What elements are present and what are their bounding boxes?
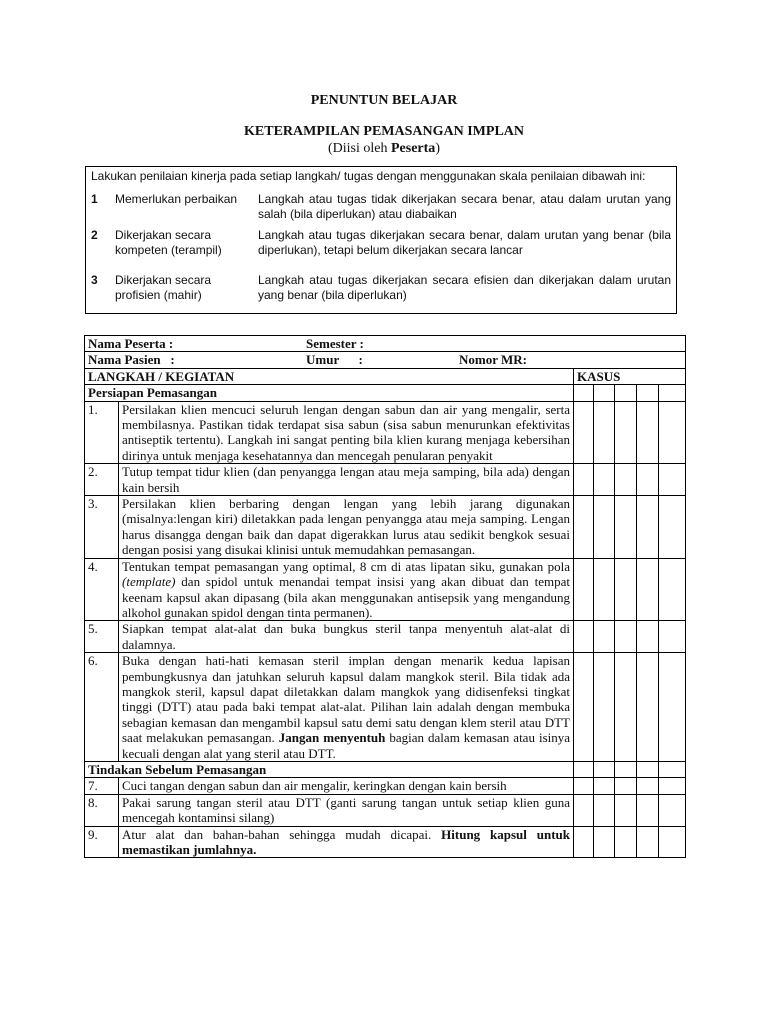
case-cell[interactable] [574, 778, 594, 794]
step-text: Siapkan tempat alat-alat dan buka bungkus steril tanpa menyentuh alat-alat di dalamnya. [119, 621, 574, 653]
table-row [85, 778, 686, 794]
case-cell[interactable] [574, 794, 594, 826]
step-text: Atur alat dan bahan-bahan sehingga mudah dicapai. Hitung kapsul untuk memastikan jumlahnya. [119, 826, 574, 858]
case-cell[interactable] [637, 653, 659, 762]
step-number: 3. [85, 496, 119, 559]
case-cell[interactable] [594, 778, 615, 794]
table-row [85, 653, 686, 762]
fill-note: (Diisi oleh Peserta) [328, 141, 440, 156]
step-number: 5. [85, 621, 119, 653]
case-cell[interactable] [594, 621, 615, 653]
scale-number: 1 [91, 192, 98, 206]
case-cell[interactable] [659, 826, 686, 858]
case-cell[interactable] [574, 496, 594, 559]
table-row [85, 496, 686, 559]
case-cell[interactable] [594, 826, 615, 858]
case-cell[interactable] [659, 778, 686, 794]
scale-description: Langkah atau tugas tidak dikerjakan secara benar, atau dalam urutan yang salah (bila diperlukan) atau diabaikan [258, 192, 671, 221]
participant-row [85, 336, 686, 352]
page-subtitle: KETERAMPILAN PEMASANGAN IMPLAN [244, 124, 524, 139]
case-cell[interactable] [615, 826, 637, 858]
case-cell[interactable] [637, 778, 659, 794]
case-cell[interactable] [659, 653, 686, 762]
case-cell[interactable] [615, 653, 637, 762]
case-cell[interactable] [574, 826, 594, 858]
step-number: 7. [85, 778, 119, 794]
step-text: Persilakan klien mencuci seluruh lengan dengan sabun dan air yang mengalir, serta membilasnya. Pastikan tidak terdapat sisa sabun (sisa sabun menurunkan efektivitas antiseptik tertentu). Langkah ini sangat penting bila klien kurang menjaga kebersihan dirinya untuk menjaga kesehatannya dan mencegah penularan penyakit [119, 401, 574, 464]
participant-name-label: Nama Peserta : [88, 336, 174, 351]
case-cell[interactable] [594, 464, 615, 496]
section-header: Persiapan Pemasangan [85, 385, 686, 401]
step-number: 1. [85, 401, 119, 464]
case-cell[interactable] [574, 558, 594, 621]
case-cell[interactable] [594, 558, 615, 621]
scale-description: Langkah atau tugas dikerjakan secara efisien dan dikerjakan dalam urutan yang benar (bila diperlukan) [258, 273, 671, 302]
case-cell[interactable] [637, 401, 659, 464]
scale-number: 2 [91, 228, 98, 242]
case-cell[interactable] [659, 794, 686, 826]
scale-number: 3 [91, 273, 98, 287]
case-cell[interactable] [594, 653, 615, 762]
step-text: Cuci tangan dengan sabun dan air mengalir, keringkan dengan kain bersih [119, 778, 574, 794]
case-cell[interactable] [615, 794, 637, 826]
case-cell[interactable] [637, 496, 659, 559]
case-cell[interactable] [615, 778, 637, 794]
step-text: Tentukan tempat pemasangan yang optimal, 8 cm di atas lipatan siku, gunakan pola (template) dan spidol untuk menandai tempat insisi yang akan dibuat dan tempat keenam kapsul akan dipasang (bila akan menggunakan antisepsik yang mengandung alkohol gunakan spidol dengan tinta permanen). [119, 558, 574, 621]
table-row [85, 464, 686, 496]
section-header: Tindakan Sebelum Pemasangan [85, 761, 686, 777]
case-cell[interactable] [659, 496, 686, 559]
patient-row [85, 352, 686, 368]
case-cell[interactable] [615, 401, 637, 464]
age-label: Umur : [306, 352, 363, 368]
scale-label: Dikerjakan secara profisien (mahir) [115, 273, 212, 302]
step-number: 4. [85, 558, 119, 621]
scale-description: Langkah atau tugas dikerjakan secara benar, dalam urutan yang benar (bila diperlukan), tetapi belum dikerjakan secara lancar [258, 228, 671, 257]
table-row [85, 558, 686, 621]
step-text: Tutup tempat tidur klien (dan penyangga lengan atau meja samping, bila ada) dengan kain bersih [119, 464, 574, 496]
table-row [85, 621, 686, 653]
case-cell[interactable] [594, 794, 615, 826]
case-cell[interactable] [637, 464, 659, 496]
table-row [85, 794, 686, 826]
semester-label: Semester : [306, 336, 364, 351]
step-text: Pakai sarung tangan steril atau DTT (ganti sarung tangan untuk setiap klien guna mencegah kontaminsi silang) [119, 794, 574, 826]
cases-column-header: KASUS [574, 368, 686, 384]
case-cell[interactable] [659, 621, 686, 653]
step-text: Buka dengan hati-hati kemasan steril implan dengan menarik kedua lapisan pembungkusnya dan jatuhkan seluruh kapsul dalam mangkok steril. Bila tidak ada mangkok steril, kapsul dapat diletakkan dalam mangkok yang didisenfeksi tingkat tinggi (DTT) atau pada baki tempat alat-alat. Pilihan lain adalah dengan membuka sebagian kemasan dan mengambil kapsul satu demi satu dengan klem steril atau DTT saat melakukan pemasangan. Jangan menyentuh bagian dalam kemasan atau isinya kecuali dengan alat yang steril atau DTT. [119, 653, 574, 762]
step-number: 8. [85, 794, 119, 826]
case-cell[interactable] [615, 496, 637, 559]
checklist-table [84, 335, 686, 858]
case-cell[interactable] [637, 621, 659, 653]
table-row [85, 401, 686, 464]
case-cell[interactable] [574, 653, 594, 762]
case-cell[interactable] [615, 464, 637, 496]
step-text: Persilakan klien berbaring dengan lengan yang lebih jarang digunakan (misalnya:lengan kiri) diletakkan pada lengan penyangga atau meja samping. Lengan harus disangga dengan baik dan dapat digerakkan lurus atau sedikit bengkok sesuai dengan posisi yang disukai klinisi untuk memudahkan pemasangan. [119, 496, 574, 559]
case-cell[interactable] [594, 401, 615, 464]
scale-intro: Lakukan penilaian kinerja pada setiap langkah/ tugas dengan menggunakan skala penilaian dibawah ini: [91, 169, 646, 183]
case-cell[interactable] [574, 621, 594, 653]
case-cell[interactable] [594, 496, 615, 559]
table-row [85, 826, 686, 858]
step-number: 6. [85, 653, 119, 762]
page-title: PENUNTUN BELAJAR [310, 93, 458, 108]
case-cell[interactable] [615, 621, 637, 653]
step-number: 2. [85, 464, 119, 496]
case-cell[interactable] [637, 794, 659, 826]
scale-label: Dikerjakan secara kompeten (terampil) [115, 228, 222, 257]
case-cell[interactable] [659, 464, 686, 496]
patient-name-label: Nama Pasien : [88, 352, 175, 368]
case-cell[interactable] [659, 558, 686, 621]
case-cell[interactable] [574, 464, 594, 496]
rating-scale-box [85, 166, 677, 314]
step-number: 9. [85, 826, 119, 858]
scale-label: Memerlukan perbaikan [115, 192, 238, 206]
case-cell[interactable] [659, 401, 686, 464]
case-cell[interactable] [637, 826, 659, 858]
case-cell[interactable] [615, 558, 637, 621]
column-header-row [85, 368, 686, 384]
steps-column-header: LANGKAH / KEGIATAN [85, 368, 574, 384]
case-cell[interactable] [574, 401, 594, 464]
mr-number-label: Nomor MR: [459, 352, 527, 368]
case-cell[interactable] [637, 558, 659, 621]
